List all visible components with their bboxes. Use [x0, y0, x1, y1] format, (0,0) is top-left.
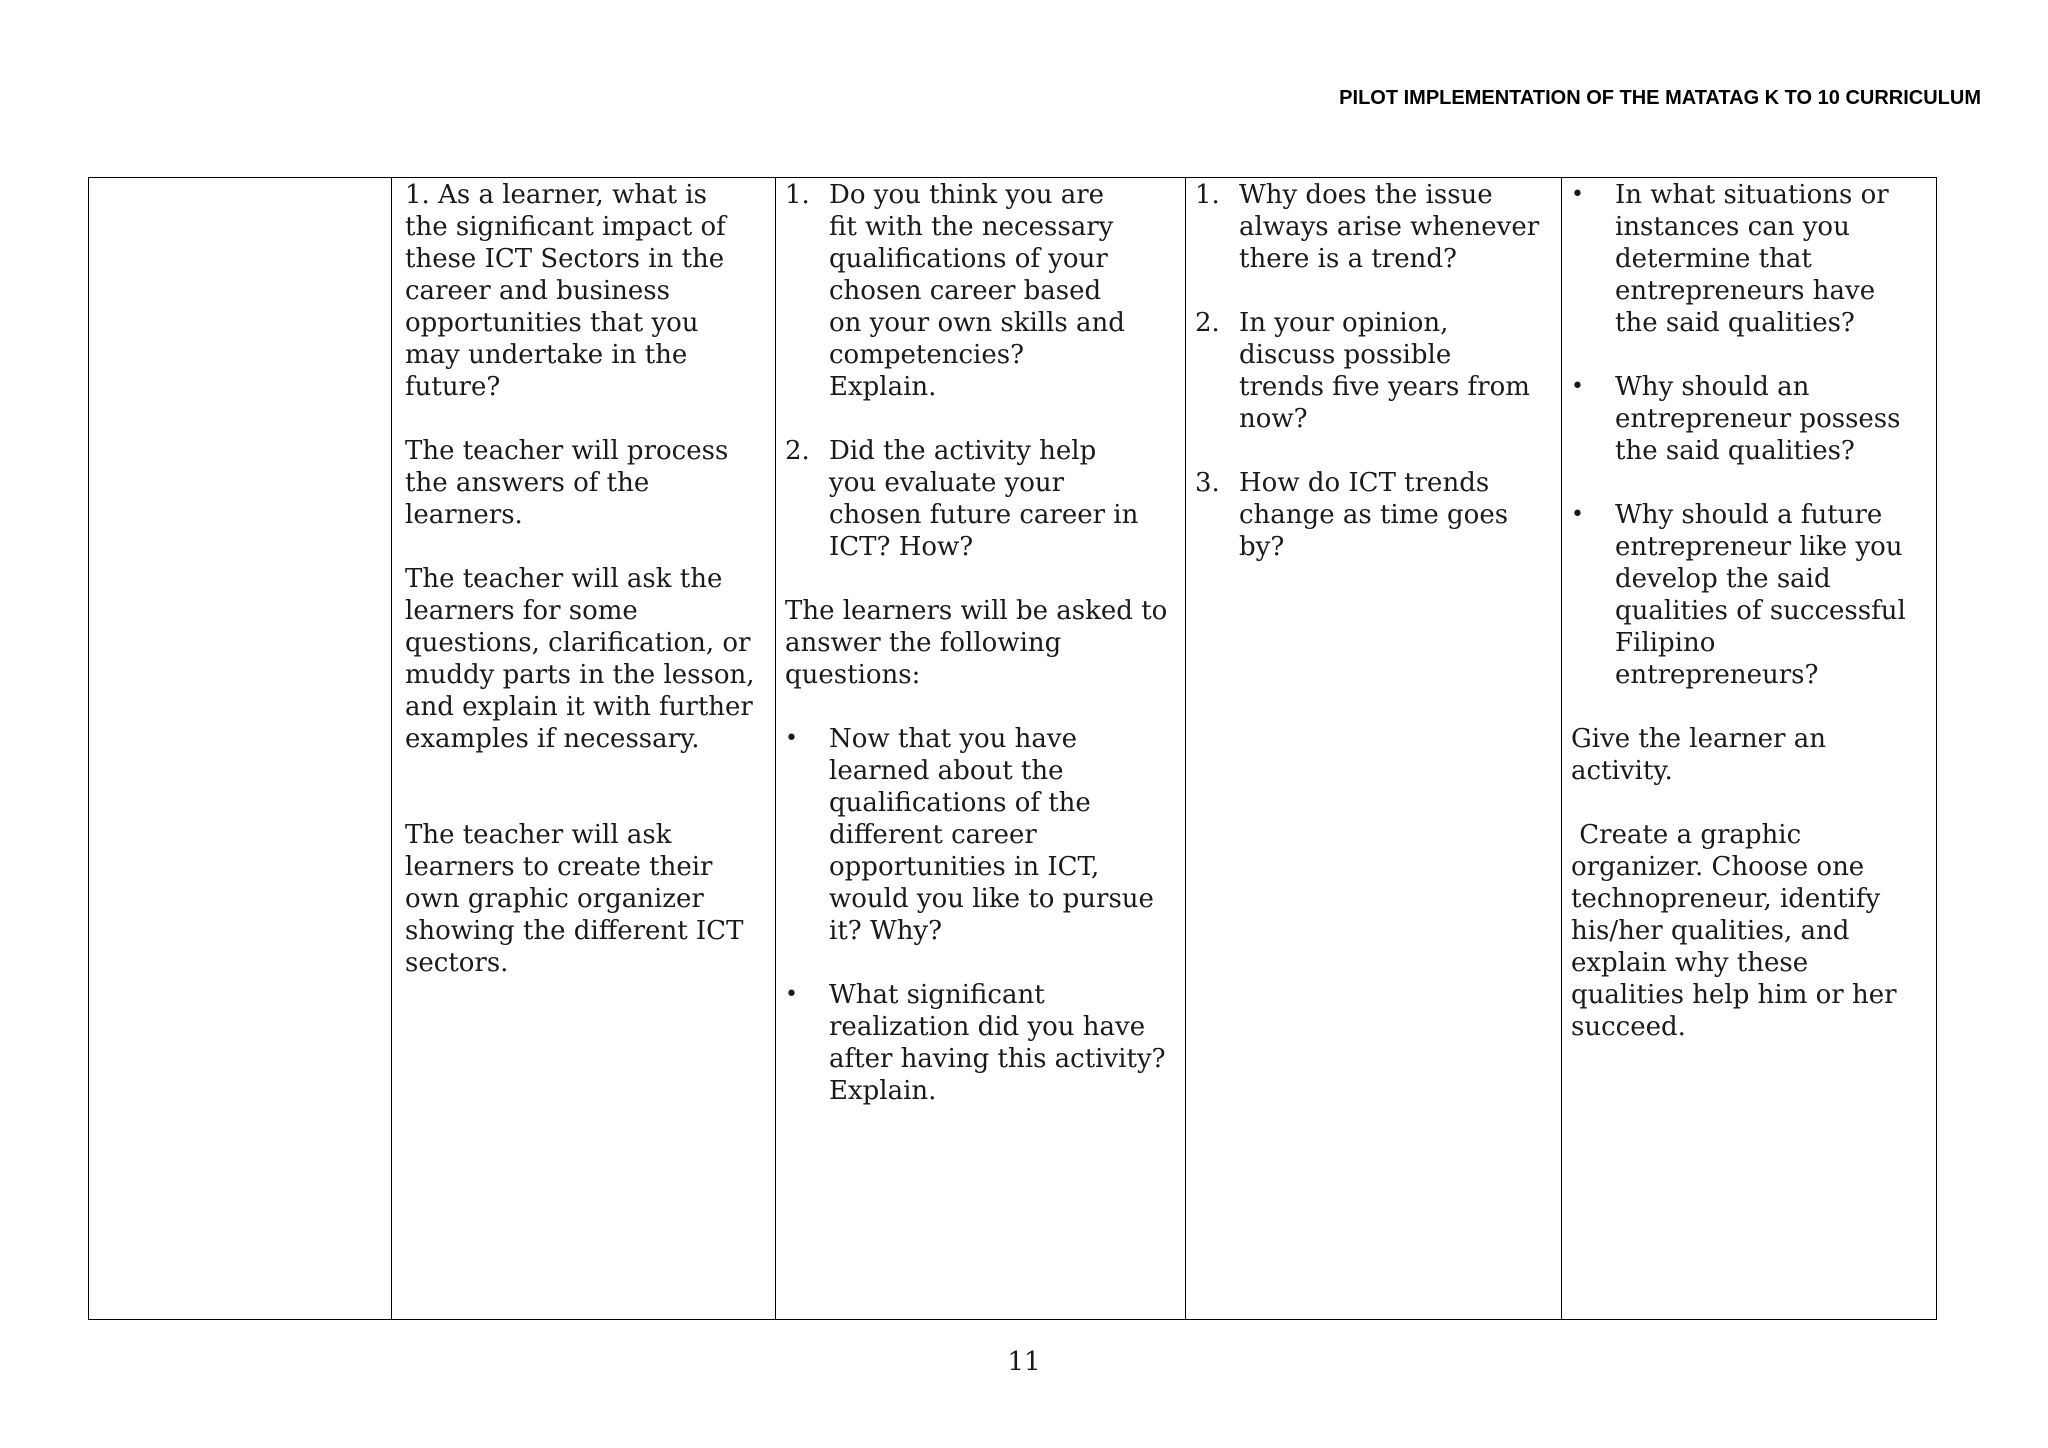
paragraph: Give the learner an activity.	[1571, 724, 1826, 786]
bullet-item: • Now that you have learned about the qualifications of the different career opportunities in ICT, would you like to pursue it? Why?	[785, 724, 1154, 946]
paragraph: The learners will be asked to answer the following questions:	[785, 596, 1168, 690]
numbered-item: 2. Did the activity help you evaluate your chosen future career in ICT? How?	[785, 436, 1139, 562]
numbered-item: 2. In your opinion, discuss possible trends five years from now?	[1195, 308, 1530, 434]
page-number: 11	[1007, 1347, 1041, 1377]
table-cell-processing	[405, 178, 775, 1319]
paragraph: The teacher will ask the learners for some questions, clarification, or muddy parts in the lesson, and explain it with further examples if necessary.	[405, 564, 755, 754]
column-divider	[1185, 178, 1186, 1319]
numbered-item: 1. Why does the issue always arise whenever there is a trend?	[1195, 180, 1540, 274]
document-header: PILOT IMPLEMENTATION OF THE MATATAG K TO 10 CURRICULUM	[1339, 87, 1981, 109]
paragraph: The teacher will ask learners to create their own graphic organizer showing the different ICT sectors.	[405, 820, 744, 978]
bullet-item: • Why should an entrepreneur possess the said qualities?	[1571, 372, 1901, 466]
column-divider	[391, 178, 392, 1319]
bullet-item: • Why should a future entrepreneur like you develop the said qualities of successful Filipino entrepreneurs?	[1571, 500, 1906, 690]
column-divider	[775, 178, 776, 1319]
lesson-table	[88, 177, 1937, 1320]
table-cell-empty	[89, 178, 391, 1319]
paragraph: Create a graphic organizer. Choose one technopreneur, identify his/her qualities, and explain why these qualities help him or her succeed.	[1571, 820, 1897, 1042]
table-cell-entrepreneurs	[1571, 178, 1938, 1319]
numbered-item: 1. Do you think you are fit with the necessary qualifications of your chosen career based on your own skills and competencies? Explain.	[785, 180, 1125, 402]
bullet-item: • What significant realization did you have after having this activity? Explain.	[785, 980, 1166, 1106]
processing-question: 1. As a learner, what is the significant impact of these ICT Sectors in the career and business opportunities that you may undertake in the future?	[405, 180, 726, 402]
numbered-item: 3. How do ICT trends change as time goes by?	[1195, 468, 1509, 562]
column-divider	[1561, 178, 1562, 1319]
table-cell-questions	[785, 178, 1185, 1319]
table-cell-trends	[1195, 178, 1561, 1319]
paragraph: The teacher will process the answers of the learners.	[405, 436, 729, 530]
bullet-item: • In what situations or instances can you determine that entrepreneurs have the said qualities?	[1571, 180, 1889, 338]
